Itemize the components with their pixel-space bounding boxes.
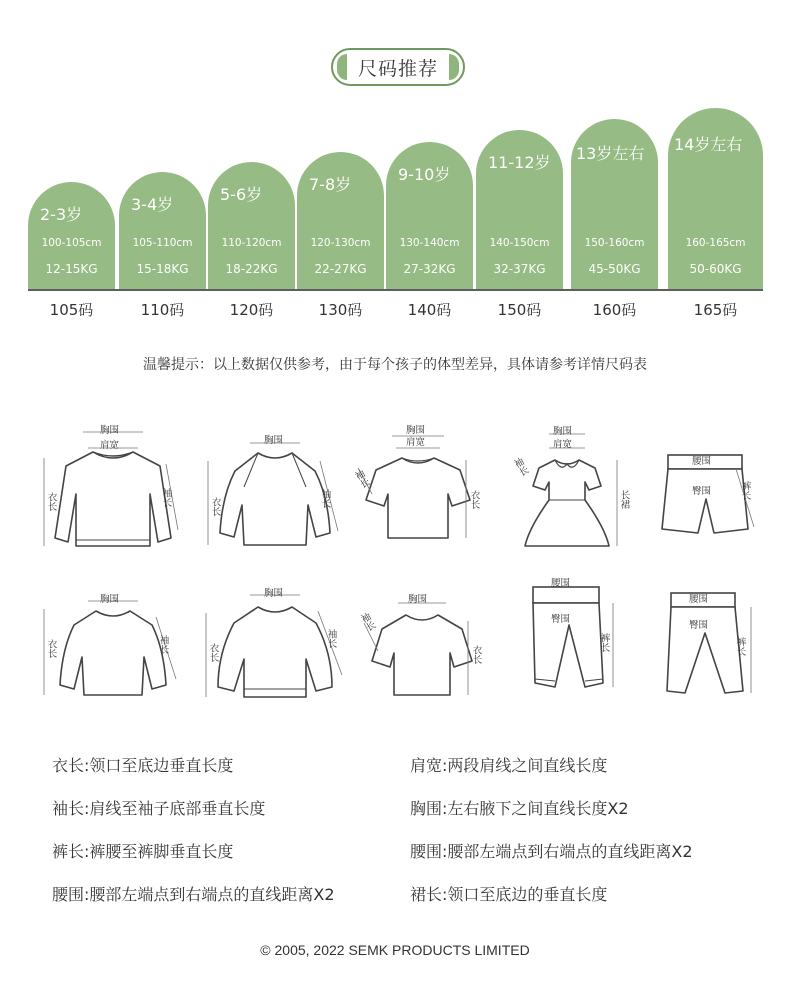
size-weight: 18-22KG	[225, 262, 278, 276]
definition-item: 裤长:裤腰至裤脚垂直长度	[52, 842, 234, 861]
size-card	[476, 130, 563, 290]
size-height: 140-150cm	[489, 237, 550, 249]
label-waist: 腰围	[692, 456, 712, 467]
size-card	[571, 119, 658, 290]
label-hip: 臀围	[689, 620, 709, 631]
size-codes	[28, 299, 763, 321]
definition-item: 腰围:腰部左端点到右端点的直线距离X2	[410, 842, 693, 861]
label-waist: 腰围	[689, 594, 709, 605]
size-card	[297, 152, 384, 290]
size-age: 5-6岁	[220, 185, 263, 204]
size-code: 140码	[407, 301, 452, 319]
label-sleeve: 袖长	[157, 635, 169, 654]
label-sleeve: 袖长	[357, 611, 377, 634]
size-height: 105-110cm	[132, 237, 193, 249]
label-length: 衣长	[470, 645, 482, 664]
label-shoulder: 肩宽	[100, 440, 120, 451]
size-baseline	[28, 289, 763, 291]
size-height: 130-140cm	[399, 237, 460, 249]
tshirt-diagram	[348, 420, 488, 545]
label-shoulder: 肩宽	[406, 437, 426, 448]
dress-diagram	[505, 420, 640, 555]
size-weight: 45-50KG	[588, 262, 641, 276]
size-code: 130码	[318, 301, 363, 319]
size-age: 7-8岁	[309, 175, 352, 194]
label-pants: 裤长	[734, 637, 746, 656]
size-weight: 15-18KG	[136, 262, 189, 276]
definition-item: 袖长:肩线至袖子底部垂直长度	[52, 799, 266, 818]
label-skirt-length: 长裙	[618, 490, 630, 509]
raglan-tshirt-diagram	[358, 583, 488, 708]
definition-item: 腰围:腰部左端点到右端点的直线距离X2	[52, 885, 335, 904]
shorts-diagram	[650, 447, 760, 547]
label-hip: 臀围	[692, 486, 712, 497]
size-chart	[28, 107, 763, 290]
size-weight: 32-37KG	[493, 262, 546, 276]
label-chest: 胸围	[408, 594, 428, 605]
label-hip: 臀围	[551, 614, 571, 625]
size-age: 2-3岁	[40, 205, 83, 224]
measurement-diagrams	[0, 415, 790, 715]
size-code: 110码	[140, 301, 185, 319]
size-height: 120-130cm	[310, 237, 371, 249]
size-height: 160-165cm	[685, 237, 746, 249]
label-length: 衣长	[45, 492, 57, 511]
raglan-diagram	[200, 431, 350, 556]
size-code: 105码	[49, 301, 94, 319]
label-sleeve: 袖长	[160, 488, 172, 507]
measurement-definitions	[0, 748, 790, 918]
size-age: 14岁左右	[674, 135, 743, 154]
label-waist: 腰围	[551, 578, 571, 589]
size-height: 110-120cm	[221, 237, 282, 249]
label-length: 衣长	[468, 490, 480, 509]
size-code: 120码	[229, 301, 274, 319]
size-height: 100-105cm	[41, 237, 102, 249]
label-sleeve: 袖长	[319, 489, 331, 508]
size-weight: 22-27KG	[314, 262, 367, 276]
fleece-diagram	[200, 583, 350, 708]
label-length: 衣长	[209, 497, 221, 516]
label-length: 衣长	[207, 643, 219, 662]
label-chest: 胸围	[100, 425, 120, 436]
size-height: 150-160cm	[584, 237, 645, 249]
size-code: 160码	[592, 301, 637, 319]
leggings-diagram	[655, 583, 760, 708]
size-age: 3-4岁	[131, 195, 174, 214]
definition-item: 裙长:领口至底边的垂直长度	[410, 885, 608, 904]
size-weight: 12-15KG	[45, 262, 98, 276]
section-title-badge	[331, 48, 465, 86]
label-pants: 裤长	[739, 481, 751, 500]
size-age: 13岁左右	[576, 144, 645, 163]
label-chest: 胸围	[553, 426, 573, 437]
label-chest: 胸围	[264, 435, 284, 446]
label-chest: 胸围	[100, 594, 120, 605]
label-chest: 胸围	[406, 425, 426, 436]
size-tip: 温馨提示：以上数据仅供参考，由于每个孩子的体型差异，具体请参考详情尺码表	[143, 357, 647, 373]
size-code: 150码	[497, 301, 542, 319]
size-code: 165码	[693, 301, 738, 319]
page-title: 尺码推荐	[357, 57, 438, 80]
label-sleeve: 袖长	[351, 468, 371, 491]
joggers-diagram	[515, 575, 625, 705]
copyright-text: © 2005, 2022 SEMK PRODUCTS LIMITED	[260, 942, 530, 958]
label-pants: 裤长	[598, 633, 610, 652]
size-card	[208, 162, 295, 290]
label-length: 衣长	[45, 639, 57, 658]
definition-item: 肩宽:两段肩线之间直线长度	[410, 756, 608, 775]
dress-icon	[505, 420, 640, 555]
size-age: 11-12岁	[488, 153, 551, 172]
crewneck-diagram	[38, 583, 188, 708]
size-weight: 50-60KG	[689, 262, 742, 276]
size-card	[386, 142, 473, 290]
definition-item: 胸围:左右腋下之间直线长度X2	[410, 799, 629, 818]
size-card	[668, 108, 763, 290]
size-age: 9-10岁	[398, 165, 451, 184]
definition-item: 衣长:领口至底边垂直长度	[52, 756, 234, 775]
size-weight: 27-32KG	[403, 262, 456, 276]
label-sleeve: 袖长	[325, 629, 337, 648]
label-shoulder: 肩宽	[553, 439, 573, 450]
size-card	[28, 182, 115, 290]
size-card	[119, 172, 206, 290]
label-sleeve: 袖长	[510, 456, 530, 479]
sweatshirt-diagram	[38, 420, 188, 555]
label-chest: 胸围	[264, 588, 284, 599]
